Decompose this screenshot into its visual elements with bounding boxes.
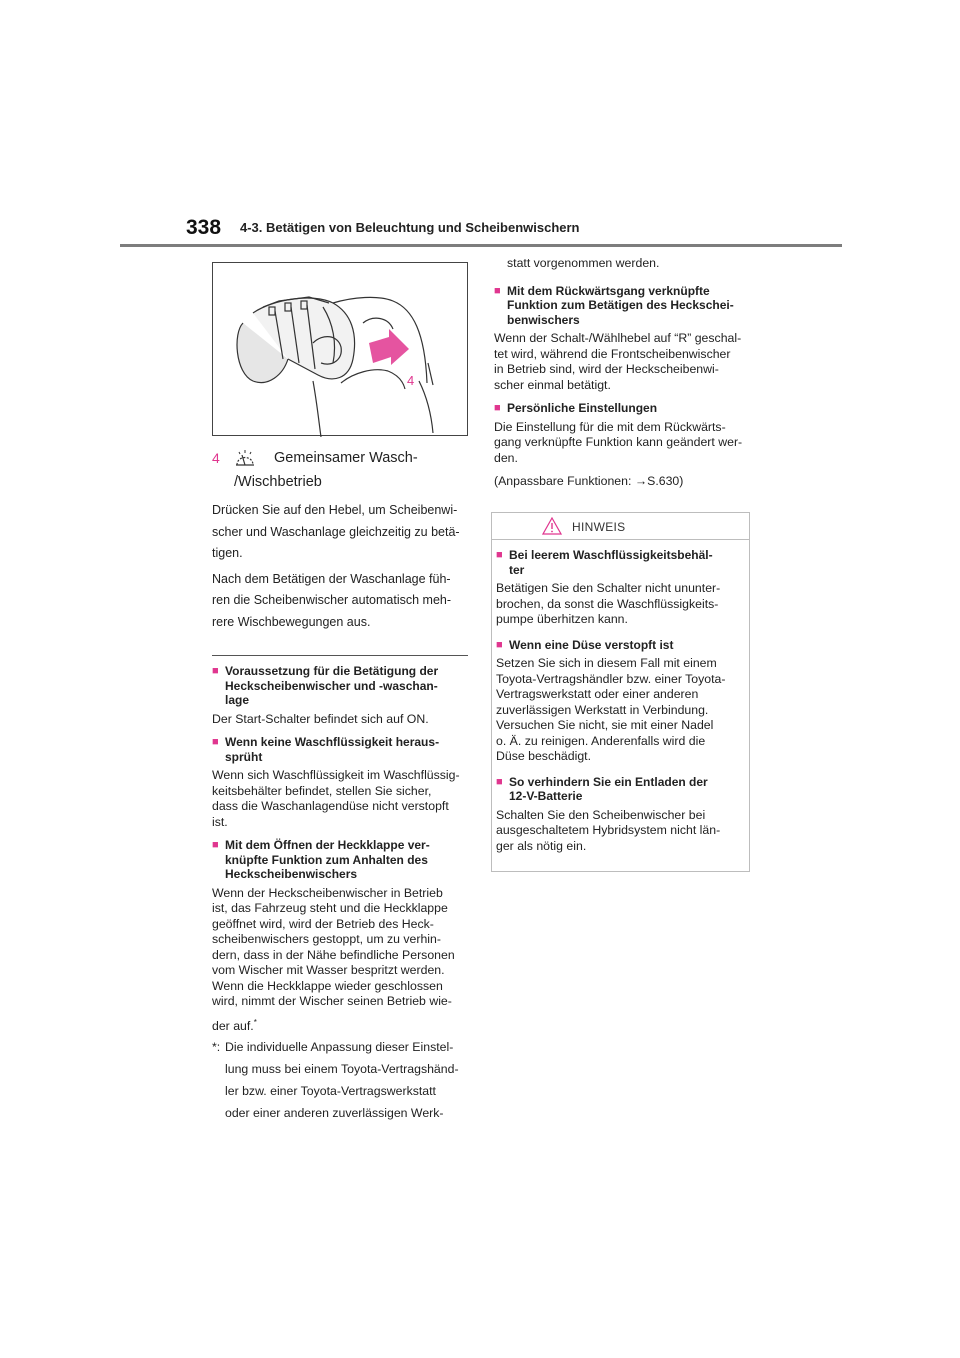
section-divider [212, 655, 468, 656]
hinweis-box [491, 512, 750, 872]
washer-wiper-icon [234, 449, 256, 467]
notice-heading-leerer-behaelter: ■ Bei leerem Waschflüssigkeitsbehäl- ter [496, 548, 713, 577]
item-title-line1: Gemeinsamer Wasch- [274, 450, 418, 466]
notice-body: Setzen Sie sich in diesem Fall mit einem Toyota-Vertragshändler bzw. einer Toyota- Vertragswerkstatt oder einer anderen zuverlässigen Werkstatt in Verbindung. Versuchen Sie nicht, sie mit einer Nadel o. Ä. zu reinigen. Anderenfalls wird die Düse beschädigt. [496, 656, 726, 763]
header-rule [120, 244, 842, 247]
hinweis-body [492, 548, 749, 854]
section-title: 4-3. Betätigen von Beleuchtung und Scheibenwischern [240, 220, 580, 235]
section-heading-heckklappe: ■ Mit dem Öffnen der Heckklappe ver- knüpfte Funktion zum Anhalten des Heckscheibenwischers [212, 838, 430, 881]
paragraph-1: Drücken Sie auf den Hebel, um Scheibenwi- scher und Waschanlage gleichzeitig zu betä- tigen. [212, 503, 460, 560]
item-number: 4 [212, 450, 220, 466]
left-column [212, 262, 468, 1124]
section-body: Die Einstellung für die mit dem Rückwärts- gang verknüpfte Funktion kann geändert wer- den. [494, 419, 743, 465]
section-heading-voraussetzung: ■ Voraussetzung für die Betätigung der Heckscheibenwischer und -waschan- lage [212, 664, 439, 707]
square-bullet-icon: ■ [494, 284, 501, 297]
item-4-heading [212, 446, 468, 470]
warning-triangle-icon [542, 517, 562, 535]
square-bullet-icon: ■ [494, 402, 501, 414]
square-bullet-icon: ■ [212, 839, 219, 851]
section-body: Wenn sich Waschflüssigkeit im Waschflüssig- keitsbehälter befindet, stellen Sie sicher, dass die Waschanlagendüse nicht verstopft ist. [212, 768, 460, 829]
notice-body: Betätigen Sie den Schalter nicht ununter- brochen, da sonst die Waschflüssigkeits- pumpe überhitzen kann. [496, 581, 721, 626]
square-bullet-icon: ■ [212, 736, 219, 748]
square-bullet-icon: ■ [212, 665, 219, 677]
page-number: 338 [186, 216, 222, 239]
section-heading-persoenliche-einstellungen: ■ Persönliche Einstellungen [494, 401, 658, 415]
notice-heading-batterie: ■ So verhindern Sie ein Entladen der 12-V-Batterie [496, 774, 708, 803]
wiper-lever-illustration [212, 262, 468, 436]
square-bullet-icon: ■ [496, 775, 503, 788]
square-bullet-icon: ■ [496, 638, 503, 651]
hinweis-label: HINWEIS [572, 520, 626, 534]
section-heading-rueckwaertsgang: ■ Mit dem Rückwärtsgang verknüpfte Funktion zum Betätigen des Heckschei- benwischers [494, 283, 734, 327]
custom-functions-reference[interactable]: (Anpassbare Funktionen: →S.630) [494, 474, 684, 488]
item-title-line2: /Wischbetrieb [234, 474, 322, 490]
notice-body: Schalten Sie den Scheibenwischer bei ausgeschaltetem Hybridsystem nicht län- ger als nötig ein. [496, 807, 721, 853]
section-body: Wenn der Heckscheibenwischer in Betrieb ist, das Fahrzeug steht und die Heckklappe geöffnet wird, wird der Betrieb des Heck- scheibenwischers gestoppt, um zu verhin- dern, dass in der Nähe befindliche Personen vom Wischer mit Wasser bespritzt werden. Wenn die Heckklappe wieder geschlossen wird, nimmt der Wischer seinen Betrieb wie- der auf.* [212, 885, 455, 1033]
notice-heading-duese-verstopft: ■ Wenn eine Düse verstopft ist [496, 637, 674, 652]
square-bullet-icon: ■ [496, 549, 503, 561]
section-heading-keine-waschfluessigkeit: ■ Wenn keine Waschflüssigkeit heraus- sprüht [212, 735, 440, 764]
paragraph-2: Nach dem Betätigen der Waschanlage füh- ren die Scheibenwischer automatisch meh- rere Wischbewegungen aus. [212, 571, 452, 629]
continued-footnote: statt vorgenommen werden. [507, 256, 660, 270]
footnote: *: Die individuelle Anpassung dieser Einstel- lung muss bei einem Toyota-Vertragshänd- ler bzw. einer Toyota-Vertragswerkstatt oder einer anderen zuverlässigen Werk- [212, 1040, 459, 1121]
section-body: Wenn der Schalt-/Wählhebel auf “R” geschal- tet wird, während die Frontscheibenwischer in Betrieb sind, wird der Heckscheibenwi- scher einmal betätigt. [494, 331, 742, 392]
figure-callout: 4 [407, 373, 415, 388]
right-column [494, 256, 750, 490]
lever-drawing [213, 263, 469, 437]
hinweis-header [492, 513, 749, 540]
section-body: Der Start-Schalter befindet sich auf ON. [212, 711, 429, 726]
